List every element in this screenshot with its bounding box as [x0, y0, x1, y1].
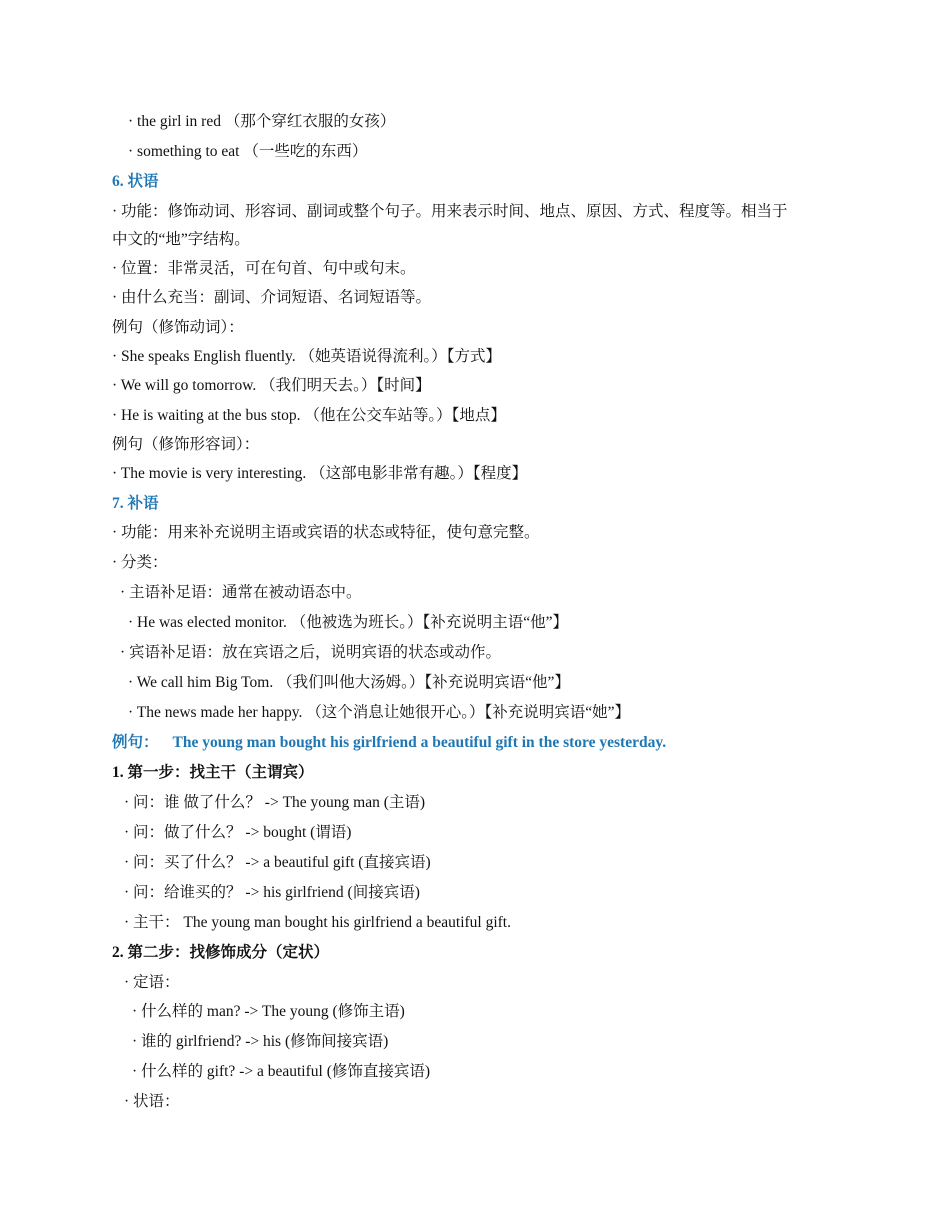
object-complement: · 宾语补足语：放在宾语之后，说明宾语的状态或动作。	[120, 644, 502, 661]
example-sentence-text: The young man bought his girlfriend a beautiful gift in the store yesterday.	[172, 734, 667, 751]
step-2-adverbial-label: · 状语：	[124, 1093, 180, 1110]
adverbial-position: · 位置：非常灵活，可在句首、句中或句末。	[112, 260, 416, 277]
adverbial-example-1: · She speaks English fluently. （她英语说得流利。）【方式】	[112, 348, 502, 365]
complement-function: · 功能：用来补充说明主语或宾语的状态或特征，使句意完整。	[112, 524, 540, 541]
step-2-attributive-2: · 谁的 girlfriend? -> his (修饰间接宾语)	[132, 1033, 389, 1050]
step-1-heading: 1. 第一步：找主干（主谓宾）	[112, 764, 314, 781]
adverbial-filler: · 由什么充当：副词、介词短语、名词短语等。	[112, 289, 432, 306]
section-heading-complement: 7. 补语	[112, 495, 159, 512]
example-attributive-2: · something to eat （一些吃的东西）	[128, 143, 368, 160]
adverbial-example-label-adj: 例句（修饰形容词）：	[112, 436, 260, 453]
adverbial-example-label-verb: 例句（修饰动词）：	[112, 319, 244, 336]
step-2-attributive-3: · 什么样的 gift? -> a beautiful (修饰直接宾语)	[132, 1063, 431, 1080]
step-2-attributive-label: · 定语：	[124, 974, 180, 991]
step-1-subject: · 问：谁 做了什么？ -> The young man (主语)	[124, 794, 426, 811]
object-complement-example-2: · The news made her happy. （这个消息让她很开心。）【补充说明宾语“她”】	[128, 704, 630, 721]
adverbial-example-4: · The movie is very interesting. （这部电影非常有趣。）【程度】	[112, 465, 528, 482]
adverbial-example-2: · We will go tomorrow. （我们明天去。）【时间】	[112, 377, 431, 394]
step-1-trunk: · 主干： The young man bought his girlfriend a beautiful gift.	[124, 914, 511, 931]
subject-complement: · 主语补足语：通常在被动语态中。	[120, 584, 362, 601]
example-sentence-label: 例句：	[112, 734, 159, 751]
step-1-direct-object: · 问：买了什么？ -> a beautiful gift (直接宾语)	[124, 854, 431, 871]
subject-complement-example: · He was elected monitor. （他被选为班长。）【补充说明主语“他”】	[128, 614, 568, 631]
adverbial-function: · 功能：修饰动词、形容词、副词或整个句子。用来表示时间、地点、原因、方式、程度等。相当于	[112, 203, 788, 220]
complement-types: · 分类：	[112, 554, 168, 571]
example-sentence	[112, 732, 666, 754]
step-2-attributive-1: · 什么样的 man? -> The young (修饰主语)	[132, 1003, 405, 1020]
step-1-indirect-object: · 问：给谁买的？ -> his girlfriend (间接宾语)	[124, 884, 420, 901]
step-1-predicate: · 问：做了什么？ -> bought (谓语)	[124, 824, 352, 841]
section-heading-adverbial: 6. 状语	[112, 173, 159, 190]
step-2-heading: 2. 第二步：找修饰成分（定状）	[112, 944, 330, 961]
adverbial-example-3: · He is waiting at the bus stop. （他在公交车站等。）【地点】	[112, 407, 506, 424]
adverbial-function-cont: 中文的“地”字结构。	[112, 231, 250, 248]
example-attributive-1: · the girl in red （那个穿红衣服的女孩）	[128, 113, 396, 130]
object-complement-example-1: · We call him Big Tom. （我们叫他大汤姆。）【补充说明宾语“他”】	[128, 674, 570, 691]
